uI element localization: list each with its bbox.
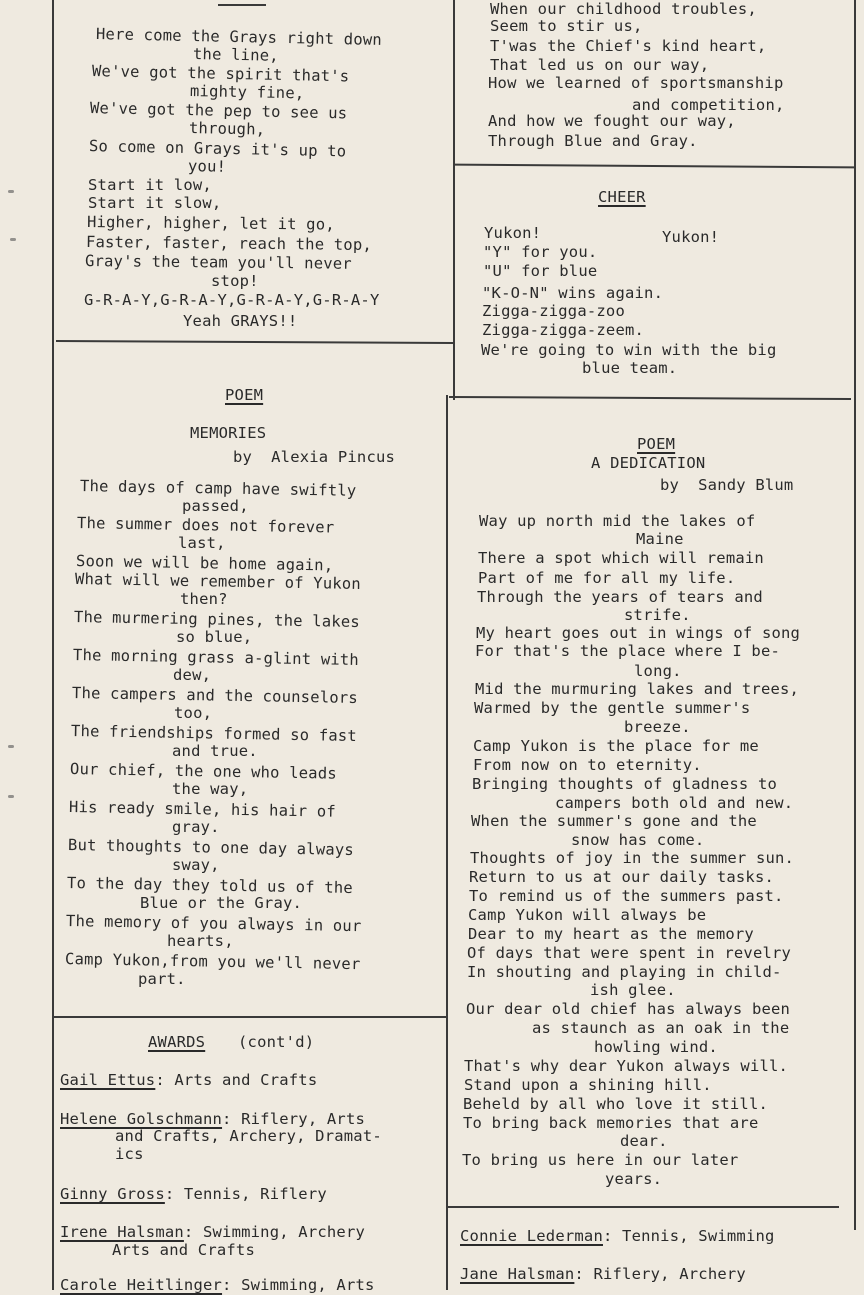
poem-line: long.	[634, 662, 682, 680]
poem-title: MEMORIES	[190, 424, 267, 442]
award-entry	[60, 1223, 365, 1242]
poem-line: sway,	[172, 856, 220, 874]
verse-line: That led us on our way,	[490, 56, 710, 74]
divider-right-3	[447, 1206, 839, 1208]
cheer-line: G-R-A-Y,G-R-A-Y,G-R-A-Y,G-R-A-Y	[84, 291, 380, 309]
cheer-line: We're going to win with the big	[481, 341, 777, 359]
poem-line: so blue,	[176, 628, 253, 646]
poem-line: What will we remember of Yukon	[74, 570, 362, 593]
cheer-line: Here come the Grays right down	[95, 25, 383, 49]
poem-line: There a spot which will remain	[478, 549, 764, 567]
cheer-line: Higher, higher, let it go,	[86, 213, 335, 234]
poem-line: gray.	[172, 818, 220, 836]
poem-line: From now on to eternity.	[473, 756, 702, 774]
cheer-line: Start it slow,	[88, 194, 222, 212]
poem-line: To remind us of the summers past.	[469, 887, 784, 905]
poem-line: His ready smile, his hair of	[68, 798, 337, 821]
award-entry	[60, 1276, 375, 1295]
verse-line: Through Blue and Gray.	[488, 132, 698, 150]
poem-line: last,	[178, 534, 226, 552]
poem-line: breeze.	[624, 718, 691, 736]
cheer-line: "U" for blue	[483, 262, 598, 280]
verse-line: When our childhood troubles,	[490, 0, 757, 18]
margin-mark	[8, 190, 14, 193]
poem-line: Soon we will be home again,	[75, 552, 334, 575]
cheer-line: So come on Grays it's up to	[88, 137, 347, 161]
cheer-line: Gray's the team you'll never	[84, 252, 352, 273]
poem-title: A DEDICATION	[591, 454, 706, 472]
cheer-line: Yukon!	[662, 228, 720, 246]
awards-contd: (cont'd)	[238, 1033, 315, 1051]
poem-line: My heart goes out in wings of song	[476, 624, 801, 642]
cheer-line: mighty fine,	[189, 82, 305, 103]
verse-line: and competition,	[632, 96, 785, 114]
verse-line: How we learned of sportsmanship	[488, 74, 784, 92]
awards-heading: AWARDS	[148, 1033, 206, 1051]
poem-line: The memory of you always in our	[65, 912, 362, 936]
margin-mark	[10, 238, 16, 241]
poem-line: campers both old and new.	[555, 794, 794, 812]
poem-line: then?	[180, 590, 228, 608]
verse-line: T'was the Chief's kind heart,	[490, 37, 767, 55]
cheer-line: Start it low,	[88, 176, 212, 194]
cheer-line: you!	[187, 157, 227, 176]
poem-line: years.	[605, 1170, 663, 1188]
right-column-border	[854, 0, 856, 1230]
cheer-line: Yeah GRAYS!!	[183, 312, 298, 330]
poem-line: To bring back memories that are	[463, 1114, 759, 1132]
award-continuation: and Crafts, Archery, Dramat-	[115, 1127, 382, 1145]
cheer-line: We've got the spirit that's	[91, 62, 350, 86]
poem-line: Thoughts of joy in the summer sun.	[470, 849, 795, 867]
poem-line: Stand upon a shining hill.	[464, 1076, 712, 1094]
cheer-line: "K-O-N" wins again.	[482, 284, 664, 302]
divider-left-1	[56, 340, 453, 344]
poem-line: Through the years of tears and	[477, 588, 763, 606]
poem-line: The friendships formed so fast	[70, 722, 358, 745]
poem-line: howling wind.	[594, 1038, 718, 1056]
poem-line: Our dear old chief has always been	[466, 1000, 791, 1018]
cheer-line: stop!	[211, 272, 259, 290]
divider-left-2	[52, 1016, 448, 1018]
award-continuation: ics	[115, 1145, 144, 1163]
cheer-line: We've got the pep to see us	[89, 99, 348, 123]
poem-line: Bringing thoughts of gladness to	[472, 775, 778, 793]
poem-line: Camp Yukon is the place for me	[473, 737, 759, 755]
divider-right-2	[449, 396, 851, 400]
cheer-line: "Y" for you.	[483, 243, 598, 261]
verse-line: Seem to stir us,	[490, 17, 643, 35]
poem-line: That's why dear Yukon always will.	[464, 1057, 789, 1075]
cheer-line: the line,	[192, 45, 279, 65]
award-name: Ginny Gross	[60, 1185, 165, 1203]
poem-line: Warmed by the gentle summer's	[474, 699, 751, 717]
poem-line: strife.	[624, 606, 691, 624]
award-entry	[460, 1265, 746, 1284]
margin-mark	[8, 795, 14, 798]
poem-line: hearts,	[167, 932, 234, 950]
center-border-upper	[453, 0, 455, 400]
cheer-line: Faster, faster, reach the top,	[85, 233, 373, 254]
poem-line: To bring us here in our later	[462, 1151, 739, 1169]
poem-line: part.	[138, 970, 186, 988]
poem-line: The summer does not forever	[76, 514, 335, 537]
poem-line: Return to us at our daily tasks.	[469, 868, 775, 886]
award-name: Irene Halsman	[60, 1223, 184, 1241]
poem-line: Of days that were spent in revelry	[467, 944, 792, 962]
award-text: : Swimming, Arts	[222, 1276, 375, 1294]
poem-line: Dear to my heart as the memory	[468, 925, 754, 943]
poem-line: The murmering pines, the lakes	[73, 608, 361, 631]
center-border-lower	[446, 395, 448, 1290]
poem-author: by Sandy Blum	[660, 476, 794, 494]
divider-right-1	[455, 164, 854, 169]
poem-line: To the day they told us of the	[66, 874, 354, 897]
poem-heading: POEM	[225, 386, 264, 404]
poem-line: The campers and the counselors	[71, 684, 359, 707]
poem-line: Blue or the Gray.	[140, 894, 303, 912]
poem-heading: POEM	[637, 435, 676, 453]
poem-line: as staunch as an oak in the	[532, 1019, 790, 1037]
poem-line: the way,	[172, 780, 249, 798]
poem-author: by Alexia Pincus	[233, 448, 396, 466]
poem-line: Way up north mid the lakes of	[479, 512, 756, 530]
poem-line: Our chief, the one who leads	[69, 760, 338, 783]
poem-line: The days of camp have swiftly	[79, 477, 357, 500]
award-text: : Tennis, Swimming	[602, 1227, 775, 1245]
poem-line: Camp Yukon will always be	[468, 906, 707, 924]
poem-line: Beheld by all who love it still.	[463, 1095, 769, 1113]
poem-line: and true.	[172, 742, 258, 760]
award-name: Connie Lederman	[460, 1227, 603, 1245]
cheer-line: blue team.	[582, 359, 678, 377]
award-text: : Swimming, Archery	[183, 1223, 366, 1241]
poem-line: dear.	[620, 1132, 668, 1150]
margin-mark	[8, 745, 14, 748]
award-text: : Riflery, Arts	[222, 1110, 366, 1128]
poem-line: snow has come.	[571, 831, 705, 849]
award-text: : Tennis, Riflery	[164, 1185, 327, 1203]
cheer-heading: CHEER	[598, 188, 646, 206]
poem-line: Maine	[636, 530, 684, 548]
cheer-line: Zigga-zigga-zeem.	[482, 321, 645, 339]
cheer-line: Zigga-zigga-zoo	[482, 302, 625, 320]
award-entry	[60, 1071, 317, 1090]
award-name: Carole Heitlinger	[60, 1276, 223, 1294]
award-entry	[460, 1227, 775, 1246]
poem-line: The morning grass a-glint with	[72, 646, 360, 669]
poem-line: dew,	[173, 666, 212, 684]
poem-line: too,	[174, 704, 213, 722]
poem-line: In shouting and playing in child-	[467, 963, 782, 981]
poem-line: Part of me for all my life.	[478, 569, 736, 587]
award-text: : Arts and Crafts	[155, 1071, 318, 1089]
award-text: : Riflery, Archery	[574, 1265, 746, 1283]
poem-line: Camp Yukon,from you we'll never	[64, 950, 361, 974]
poem-line: For that's the place where I be-	[475, 642, 781, 660]
cheer-line: through,	[188, 119, 266, 139]
poem-line: But thoughts to one day always	[67, 836, 355, 859]
award-name: Jane Halsman	[460, 1265, 575, 1283]
cheer-line: Yukon!	[484, 224, 542, 242]
poem-line: passed,	[182, 497, 249, 515]
verse-line: And how we fought our way,	[488, 112, 736, 130]
cheer-heading-underline-fragment	[218, 4, 266, 6]
left-column-border	[52, 0, 54, 1290]
award-name: Gail Ettus	[60, 1071, 156, 1089]
poem-line: Mid the murmuring lakes and trees,	[475, 680, 800, 698]
award-name: Helene Golschmann	[60, 1110, 223, 1128]
award-entry	[60, 1185, 327, 1204]
poem-line: ish glee.	[590, 981, 676, 999]
award-continuation: Arts and Crafts	[112, 1241, 255, 1259]
poem-line: When the summer's gone and the	[471, 812, 757, 830]
